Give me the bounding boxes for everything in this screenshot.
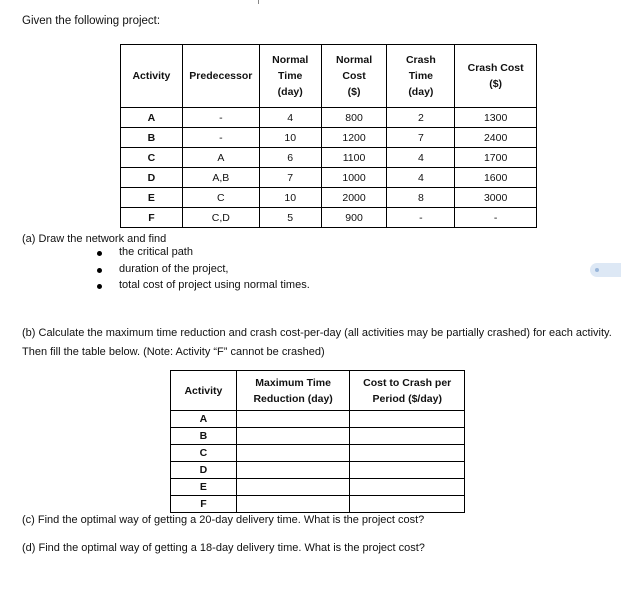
header-predecessor: Predecessor [182,45,259,108]
cell-activity: C [121,148,183,168]
cell-activity: D [171,462,237,479]
table-row [121,128,537,148]
table-row [171,462,465,479]
cell-crash-cost-per-day[interactable] [350,479,465,496]
cell-normal-cost: 900 [321,208,387,228]
cell-crash-time: 7 [387,128,455,148]
cell-crash-time: 8 [387,188,455,208]
cell-max-reduction[interactable] [236,496,350,513]
cell-crash-cost: 3000 [455,188,537,208]
cell-normal-time: 10 [259,128,321,148]
project-table-header-row [121,45,537,108]
cell-normal-time: 6 [259,148,321,168]
cell-max-reduction[interactable] [236,428,350,445]
table-row [171,428,465,445]
cell-activity: B [171,428,237,445]
cell-crash-cost-per-day[interactable] [350,411,465,428]
header-activity: Activity [171,371,237,411]
header-normal-cost: Normal Cost ($) [321,45,387,108]
table-row [121,188,537,208]
cell-crash-time: 4 [387,148,455,168]
cell-normal-time: 10 [259,188,321,208]
table-row [171,411,465,428]
cell-activity: A [171,411,237,428]
top-tick-mark [258,0,259,4]
cell-crash-time: 4 [387,168,455,188]
cell-activity: B [121,128,183,148]
cell-activity: E [121,188,183,208]
cell-crash-cost: 1300 [455,108,537,128]
cell-predecessor: A [182,148,259,168]
table-row [121,168,537,188]
part-d-text: (d) Find the optimal way of getting a 18-day delivery time. What is the project cost? [22,542,425,554]
cell-normal-time: 5 [259,208,321,228]
part-c-text: (c) Find the optimal way of getting a 20-day delivery time. What is the project cost? [22,514,425,526]
cell-crash-cost: 2400 [455,128,537,148]
cell-normal-cost: 2000 [321,188,387,208]
list-item: total cost of project using normal times. [92,279,310,296]
cell-predecessor: C [182,188,259,208]
side-scroll-indicator [590,263,621,277]
header-max-time-reduction: Maximum Time Reduction (day) [236,371,350,411]
cell-max-reduction[interactable] [236,479,350,496]
cell-crash-cost-per-day[interactable] [350,445,465,462]
intro-text: Given the following project: [22,15,161,27]
cell-activity: E [171,479,237,496]
header-normal-time: Normal Time (day) [259,45,321,108]
cell-normal-cost: 800 [321,108,387,128]
cell-max-reduction[interactable] [236,411,350,428]
part-a-list [92,246,310,296]
cell-crash-cost-per-day[interactable] [350,496,465,513]
cell-activity: D [121,168,183,188]
table-row [171,479,465,496]
cell-normal-cost: 1000 [321,168,387,188]
cell-crash-cost: 1700 [455,148,537,168]
cell-normal-time: 4 [259,108,321,128]
header-activity: Activity [121,45,183,108]
cell-normal-cost: 1200 [321,128,387,148]
cell-activity: C [171,445,237,462]
cell-crash-cost: - [455,208,537,228]
table-row [121,208,537,228]
project-table [120,44,537,228]
cell-crash-time: 2 [387,108,455,128]
cell-activity: F [121,208,183,228]
header-crash-cost: Crash Cost ($) [455,45,537,108]
cell-crash-cost-per-day[interactable] [350,428,465,445]
header-cost-to-crash: Cost to Crash per Period ($/day) [350,371,465,411]
cell-crash-time: - [387,208,455,228]
header-crash-time: Crash Time (day) [387,45,455,108]
crash-table-header-row [171,371,465,411]
part-a-title: (a) Draw the network and find [22,233,167,245]
cell-normal-cost: 1100 [321,148,387,168]
table-row [121,108,537,128]
cell-max-reduction[interactable] [236,462,350,479]
cell-activity: F [171,496,237,513]
list-item: the critical path [92,246,310,263]
cell-predecessor: C,D [182,208,259,228]
crash-table [170,370,465,513]
table-row [121,148,537,168]
cell-max-reduction[interactable] [236,445,350,462]
cell-predecessor: - [182,108,259,128]
table-row [171,445,465,462]
part-b-text: (b) Calculate the maximum time reduction and crash cost-per-day (all activities may be partially crashed) for each activity. Then fill the table below. (Note: Activity “F” cannot be crashed) [22,327,612,358]
cell-activity: A [121,108,183,128]
cell-crash-cost: 1600 [455,168,537,188]
cell-predecessor: - [182,128,259,148]
table-row [171,496,465,513]
list-item: duration of the project, [92,263,310,280]
cell-predecessor: A,B [182,168,259,188]
cell-crash-cost-per-day[interactable] [350,462,465,479]
cell-normal-time: 7 [259,168,321,188]
